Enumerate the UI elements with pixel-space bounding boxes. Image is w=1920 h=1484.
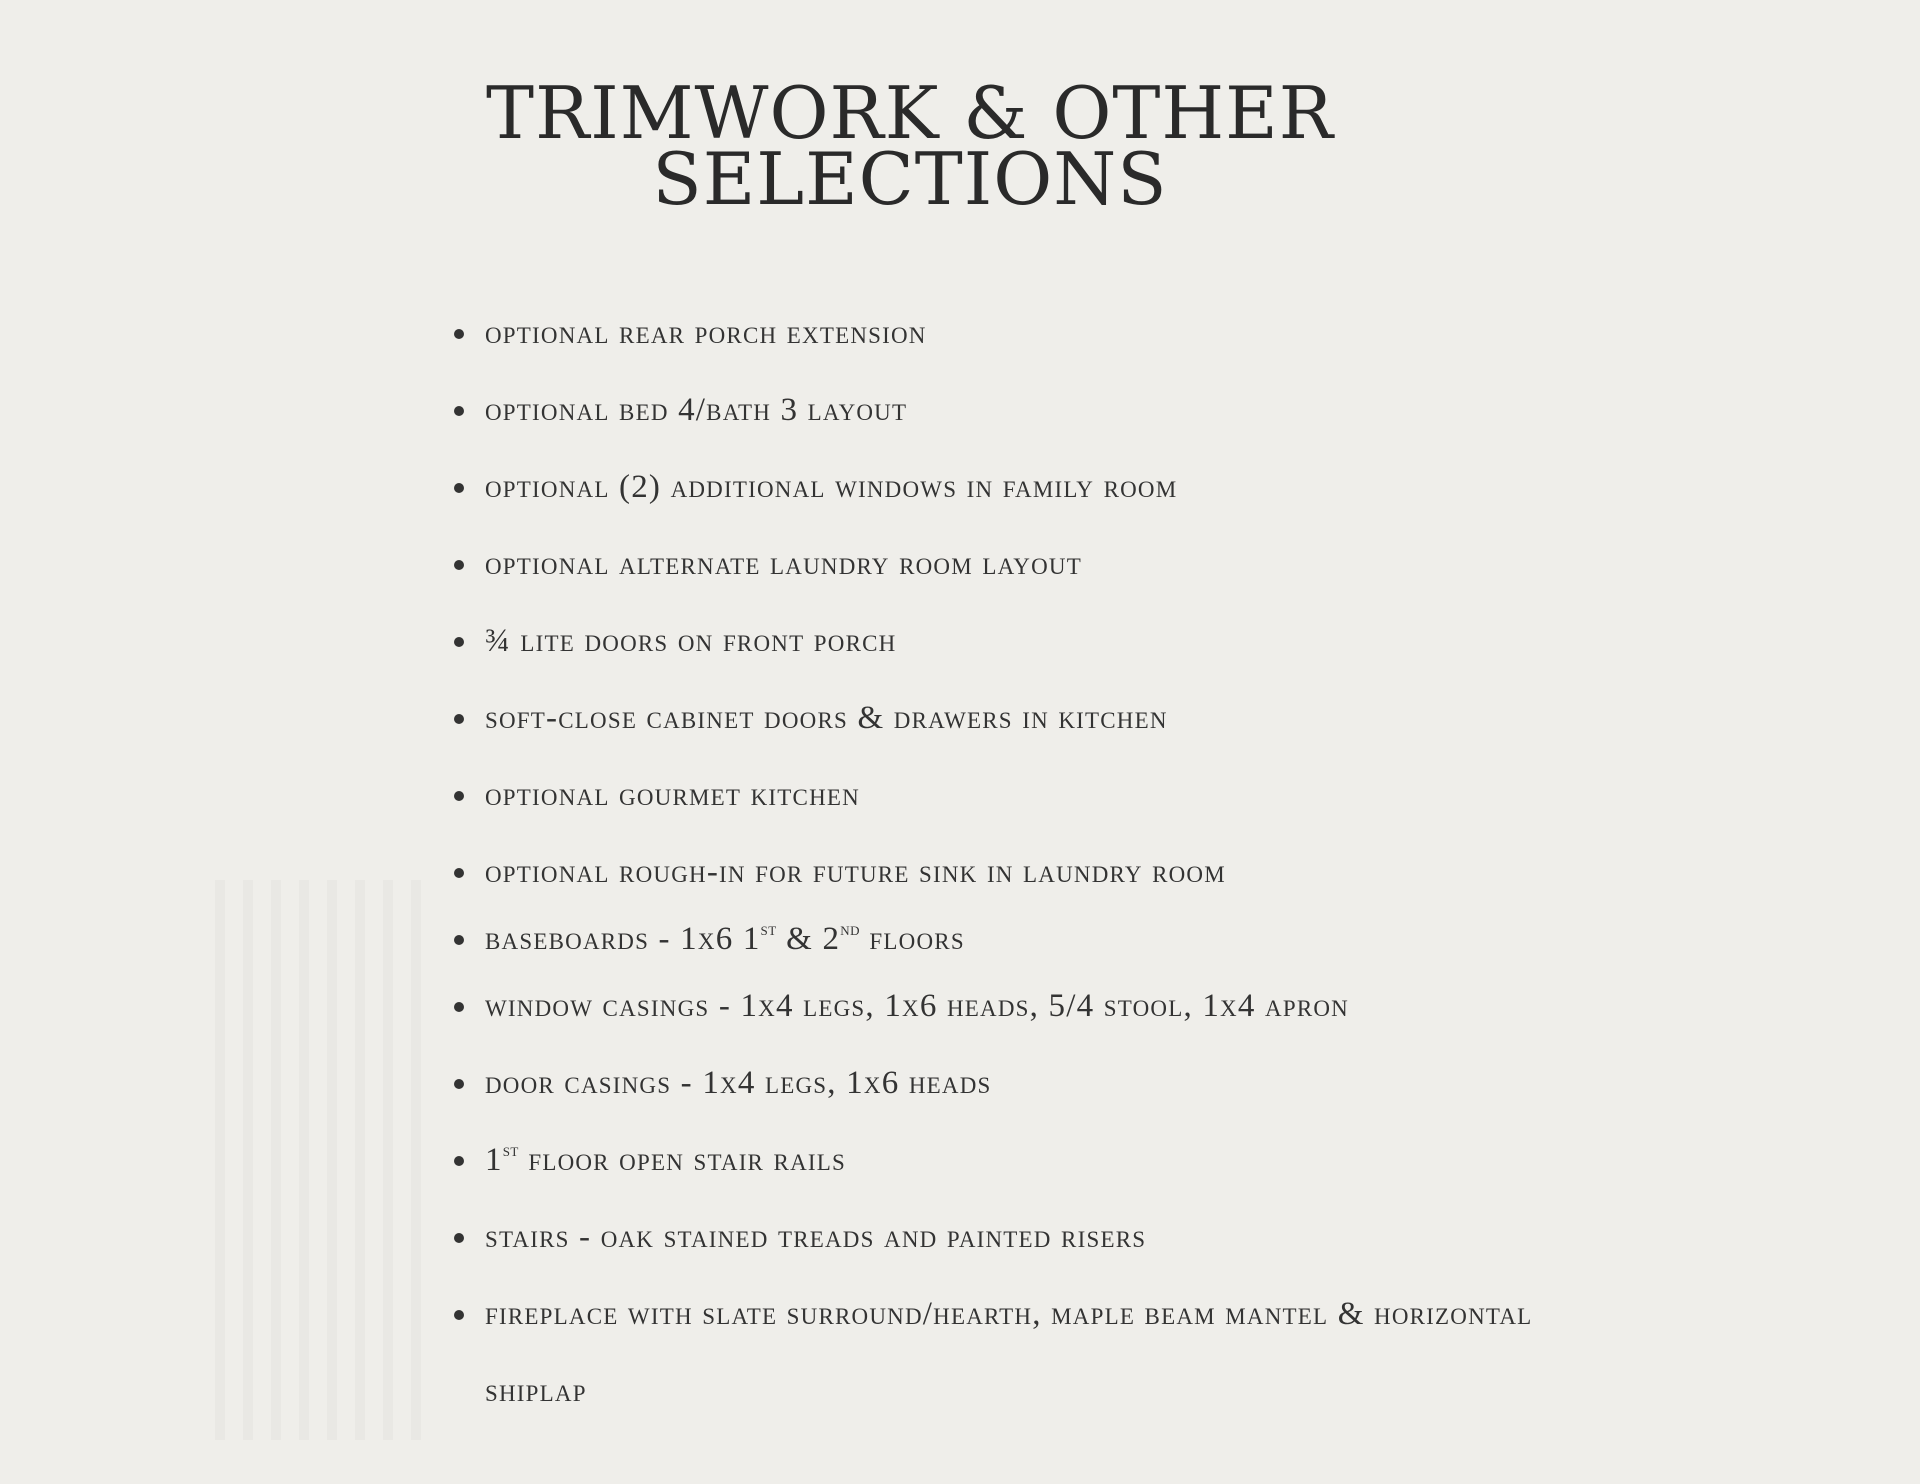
list-item-text: soft-close cabinet doors & drawers in kitchen	[485, 700, 1168, 736]
list-item	[485, 1045, 1605, 1122]
title-line-1: TRIMWORK & OTHER	[486, 71, 1334, 155]
list-item-text: 1	[485, 1142, 503, 1178]
list-item	[485, 1276, 1605, 1430]
title-line-2: SELECTIONS	[652, 137, 1168, 221]
list-item-text: optional (2) additional windows in family room	[485, 469, 1178, 505]
list-item	[485, 295, 1605, 372]
background-watermark	[215, 880, 425, 1440]
list-item	[485, 1122, 1605, 1199]
list-item	[485, 1199, 1605, 1276]
list-item	[485, 680, 1605, 757]
list-item	[485, 968, 1605, 1045]
page-title	[0, 71, 1820, 221]
list-item	[485, 526, 1605, 603]
list-item	[485, 372, 1605, 449]
list-item-text: stairs - oak stained treads and painted risers	[485, 1219, 1147, 1255]
list-item-text: door casings - 1x4 legs, 1x6 heads	[485, 1065, 992, 1101]
list-item-text: floor open stair rails	[518, 1142, 846, 1178]
list-item-text: optional rough-in for future sink in laundry room	[485, 854, 1226, 890]
selections-list	[485, 295, 1605, 1430]
list-item-text: baseboards - 1x6 1	[485, 921, 761, 957]
list-item-text: optional bed 4/bath 3 layout	[485, 392, 908, 428]
list-item-text: optional rear porch extension	[485, 315, 927, 351]
list-item	[485, 449, 1605, 526]
ordinal-suffix: nd	[840, 919, 860, 939]
list-item	[485, 757, 1605, 834]
list-item-text: optional gourmet kitchen	[485, 777, 860, 813]
list-item	[485, 603, 1605, 680]
list-item-text: & 2	[776, 921, 841, 957]
list-item	[485, 834, 1605, 911]
list-item-text: floors	[859, 921, 965, 957]
ordinal-suffix: st	[760, 919, 777, 939]
list-item-text: ¾ lite doors on front porch	[485, 623, 897, 659]
ordinal-suffix: st	[502, 1140, 519, 1160]
list-item-text: fireplace with slate surround/hearth, maple beam mantel & horizontal shiplap	[485, 1296, 1533, 1409]
list-item-text: window casings - 1x4 legs, 1x6 heads, 5/4 stool, 1x4 apron	[485, 988, 1349, 1024]
list-item	[485, 911, 1605, 968]
list-item-text: optional alternate laundry room layout	[485, 546, 1082, 582]
